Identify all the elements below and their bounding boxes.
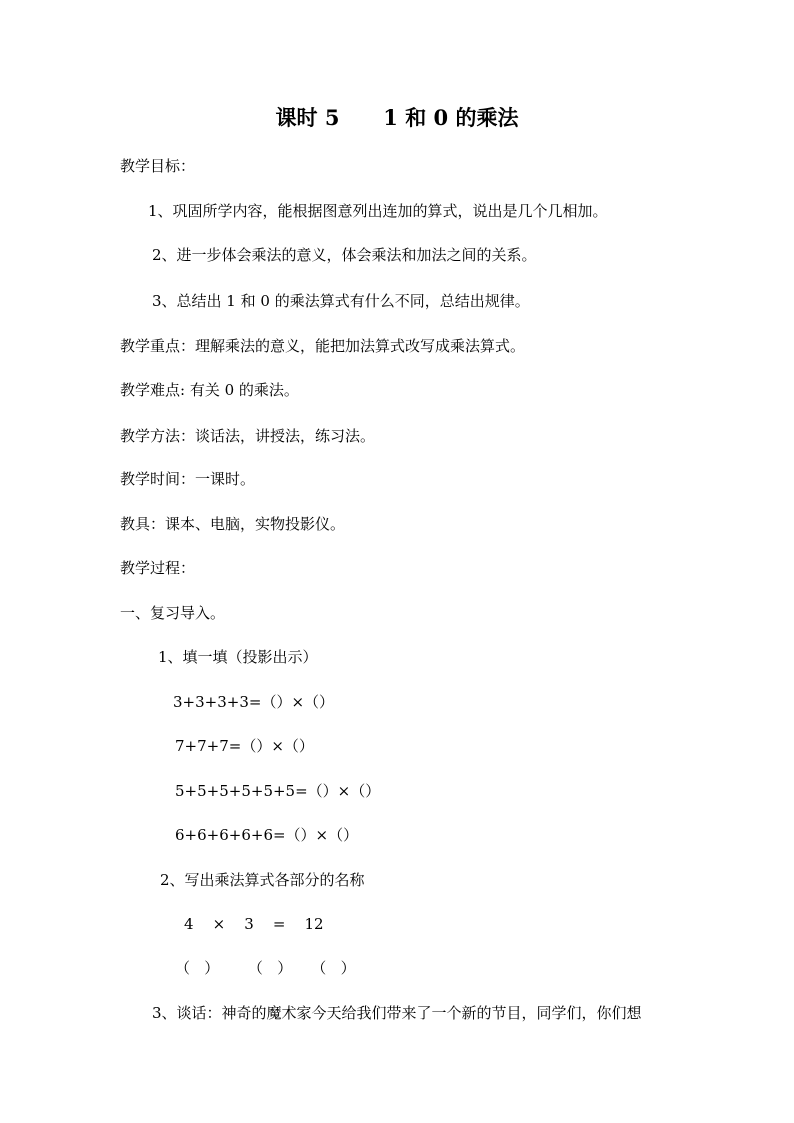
objective-1: 1、巩固所学内容，能根据图意列出连加的算式，说出是几个几相加。: [148, 202, 608, 220]
difficulties: 教学难点: 有关 0 的乘法。: [120, 381, 299, 399]
task1-item-2: 7+7+7=（）×（）: [175, 737, 314, 755]
task2-label: 2、写出乘法算式各部分的名称: [160, 871, 365, 889]
key-points: 教学重点：理解乘法的意义，能把加法算式改写成乘法算式。: [120, 337, 526, 355]
task3-text: 3、谈话：神奇的魔术家今天给我们带来了一个新的节目，同学们，你们想: [152, 1004, 642, 1022]
task1-item-3: 5+5+5+5+5+5=（）×（）: [175, 782, 381, 800]
task1-label: 1、填一填（投影出示）: [158, 648, 318, 666]
task1-item-1: 3+3+3+3=（）×（）: [173, 693, 335, 711]
page-title: 课时 5 1 和 0 的乘法: [275, 105, 519, 130]
objective-3: 3、总结出 1 和 0 的乘法算式有什么不同，总结出规律。: [152, 292, 530, 310]
teaching-process: 教学过程：: [120, 559, 196, 577]
objective-2: 2、进一步体会乘法的意义，体会乘法和加法之间的关系。: [152, 246, 537, 264]
teaching-methods: 教学方法：谈话法，讲授法，练习法。: [120, 427, 376, 445]
teaching-time: 教学时间：一课时。: [120, 470, 256, 488]
answer-blanks: （ ） （ ） （ ）: [175, 959, 356, 977]
teaching-tools: 教具：课本、电脑，实物投影仪。: [120, 515, 346, 533]
section-objectives: 教学目标：: [120, 157, 196, 175]
multiplication-equation: 4 × 3 = 12: [184, 915, 324, 933]
task1-item-4: 6+6+6+6+6=（）×（）: [175, 826, 359, 844]
part1-heading: 一、复习导入。: [120, 604, 226, 622]
